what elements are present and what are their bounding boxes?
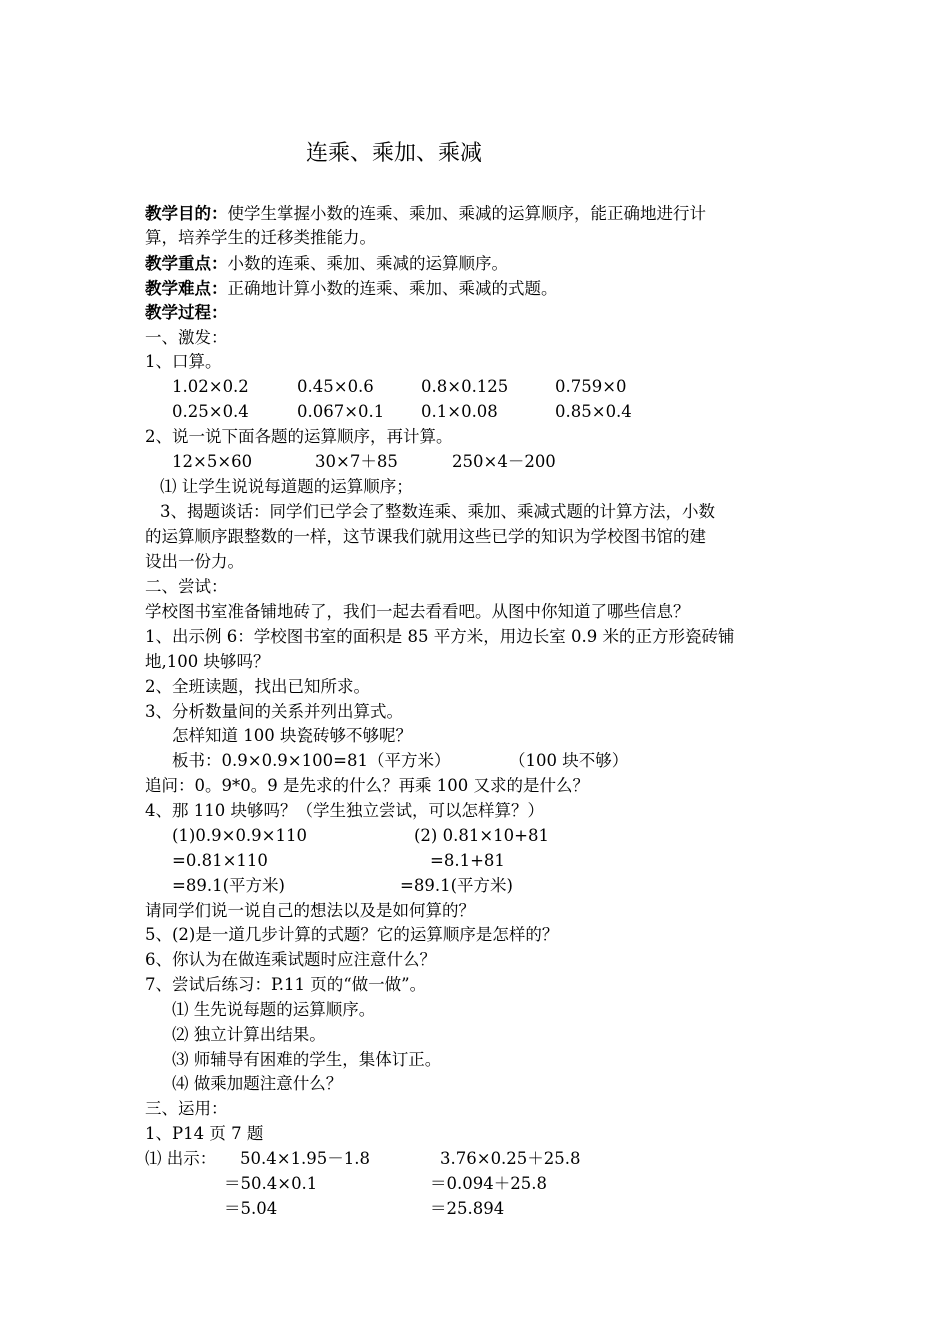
oral-expr: 0.1×0.08: [421, 402, 498, 421]
section-2-heading: 二、尝试：: [145, 577, 228, 596]
oral-expr: 0.25×0.4: [172, 402, 249, 421]
section-2-intro: 学校图书室准备铺地砖了，我们一起去看看吧。从图中你知道了哪些信息？: [145, 602, 690, 621]
example-expr: ＝25.894: [430, 1199, 505, 1218]
oral-expr: 0.759×0: [555, 377, 627, 396]
example-expr: ＝0.094＋25.8: [430, 1174, 547, 1193]
example-label: ⑴ 出示：: [145, 1149, 217, 1168]
goal-line-2: 算，培养学生的迁移类推能力。: [145, 228, 376, 247]
difficult-point: [145, 277, 558, 301]
key-text: 小数的连乘、乘加、乘减的运算顺序。: [227, 254, 508, 273]
process-label: 教学过程：: [145, 303, 228, 322]
example-expr: 50.4×1.95－1.8: [240, 1149, 371, 1168]
oral-expr: 0.85×0.4: [555, 402, 632, 421]
example-expr: ＝5.04: [224, 1199, 278, 1218]
calc-expr: 30×7＋85: [315, 452, 398, 471]
oral-expr: 1.02×0.2: [172, 377, 249, 396]
calc-expr: 250×4－200: [452, 452, 556, 471]
section-2-item-7-4: ⑷ 做乘加题注意什么？: [172, 1074, 343, 1093]
solution-expr: =89.1(平方米): [400, 876, 513, 895]
section-2-item-7: 7、尝试后练习：P.11 页的“做一做”。: [145, 975, 427, 994]
section-2-item-7-3: ⑶ 师辅导有困难的学生，集体订正。: [172, 1050, 442, 1069]
oral-expr: 0.45×0.6: [297, 377, 374, 396]
solution-expr: =8.1+81: [430, 851, 505, 870]
solution-expr: (1)0.9×0.9×110: [172, 826, 307, 845]
example-row-1: [0, 1147, 950, 1171]
section-2-item-4b: 请同学们说一说自己的想法以及是如何算的？: [145, 901, 475, 920]
solution-row-2: [0, 849, 950, 873]
follow-up-question: 追问：0。9*0。9 是先求的什么？再乘 100 又求的是什么？: [145, 776, 589, 795]
section-2-item-7-2: ⑵ 独立计算出结果。: [172, 1025, 326, 1044]
calc-row: [0, 450, 950, 474]
example-expr: ＝50.4×0.1: [224, 1174, 318, 1193]
goal-line-1: [145, 202, 706, 226]
section-2-item-2: 2、全班读题，找出已知所求。: [145, 677, 370, 696]
oral-expr: 0.067×0.1: [297, 402, 385, 421]
key-label: 教学重点：: [145, 254, 228, 273]
calc-expr: 12×5×60: [172, 452, 253, 471]
section-1-item-2a: ⑴ 让学生说说每道题的运算顺序；: [160, 477, 413, 496]
section-1-item-2: 2、说一说下面各题的运算顺序，再计算。: [145, 427, 453, 446]
difficult-text: 正确地计算小数的连乘、乘加、乘减的式题。: [227, 279, 558, 298]
section-1-item-1: 1、口算。: [145, 352, 222, 371]
section-1-heading: 一、激发：: [145, 328, 228, 347]
solution-expr: =89.1(平方米): [172, 876, 285, 895]
board-writing: [0, 749, 950, 773]
solution-row-3: [0, 874, 950, 898]
section-1-item-3-line-2: 的运算顺序跟整数的一样，这节课我们就用这些已学的知识为学校图书馆的建: [145, 527, 706, 546]
solution-row-1: [0, 824, 950, 848]
section-1-item-3-line-3: 设出一份力。: [145, 552, 244, 571]
goal-text-1: 使学生掌握小数的连乘、乘加、乘减的运算顺序，能正确地进行计: [227, 204, 706, 223]
solution-expr: (2) 0.81×10+81: [414, 826, 549, 845]
example-row-2: [0, 1172, 950, 1196]
oral-row-2: [0, 400, 950, 424]
goal-label: 教学目的：: [145, 204, 228, 223]
key-point: [145, 252, 508, 276]
section-1-item-3-line-1: 3、揭题谈话：同学们已学会了整数连乘、乘加、乘减式题的计算方法，小数: [160, 502, 715, 521]
example-expr: 3.76×0.25＋25.8: [440, 1149, 581, 1168]
section-3-heading: 三、运用：: [145, 1099, 228, 1118]
board-right: （100 块不够）: [509, 751, 629, 770]
section-2-item-3a: 怎样知道 100 块瓷砖够不够呢？: [172, 726, 412, 745]
page-title: 连乘、乘加、乘减: [306, 141, 483, 166]
example-row-3: [0, 1197, 950, 1221]
section-2-item-3: 3、分析数量间的关系并列出算式。: [145, 702, 403, 721]
section-2-item-6: 6、你认为在做连乘试题时应注意什么？: [145, 950, 436, 969]
solution-expr: =0.81×110: [172, 851, 268, 870]
section-2-item-1-line-1: 1、出示例 6：学校图书室的面积是 85 平方米，用边长室 0.9 米的正方形瓷砖铺: [145, 627, 735, 646]
section-2-item-5: 5、(2)是一道几步计算的式题？它的运算顺序是怎样的？: [145, 925, 559, 944]
section-2-item-4: 4、那 110 块够吗？（学生独立尝试，可以怎样算？）: [145, 801, 544, 820]
section-2-item-7-1: ⑴ 生先说每题的运算顺序。: [172, 1000, 376, 1019]
section-3-item-1: 1、P14 页 7 题: [145, 1124, 264, 1143]
oral-row-1: [0, 375, 950, 399]
section-2-item-1-line-2: 地,100 块够吗？: [145, 652, 270, 671]
oral-expr: 0.8×0.125: [421, 377, 509, 396]
board-left: 板书：0.9×0.9×100=81（平方米）: [172, 751, 451, 770]
difficult-label: 教学难点：: [145, 279, 228, 298]
